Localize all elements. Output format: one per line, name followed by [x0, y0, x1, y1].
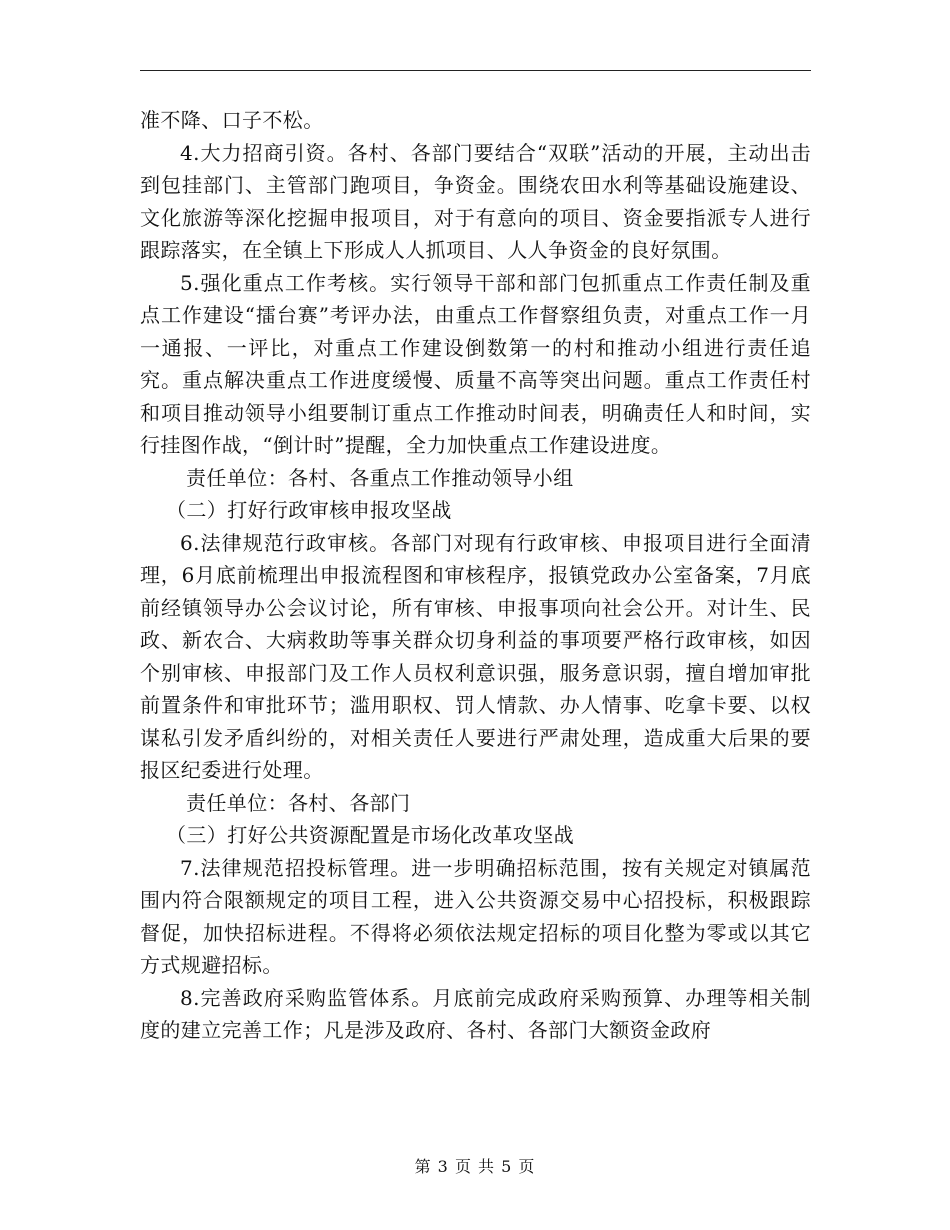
paragraph: 准不降、口子不松。 — [140, 108, 324, 132]
paragraph: 4.大力招商引资。各村、各部门要结合“双联”活动的开展，主动出击到包挂部门、主管部门跑项目，争资金。围绕农田水利等基础设施建设、文化旅游等深化挖掘申报项目，对于有意向的项目、资金要指派专人进行跟踪落实，在全镇上下形成人人抓项目、人人争资金的良好氛围。 — [140, 140, 811, 262]
document-body — [140, 104, 811, 1047]
section-heading: （三）打好公共资源配置是市场化改革攻坚战 — [166, 823, 574, 847]
header-rule — [140, 70, 811, 71]
paragraph: 6.法律规范行政审核。各部门对现有行政审核、申报项目进行全面清理，6月底前梳理出申报流程图和审核程序，报镇党政办公室备案，7月底前经镇领导办公会议讨论，所有审核、申报事项向社会公开。对计生、民政、新农合、大病救助等事关群众切身利益的事项要严格行政审核，如因个别审核、申报部门及工作人员权利意识强，服务意识弱，擅自增加审批前置条件和审批环节；滥用职权、罚人情款、办人情事、吃拿卡要、以权谋私引发矛盾纠纷的，对相关责任人要进行严肃处理，造成重大后果的要报区纪委进行处理。 — [140, 530, 811, 782]
paragraph: 5.强化重点工作考核。实行领导干部和部门包抓重点工作责任制及重点工作建设“擂台赛”考评办法，由重点工作督察组负责，对重点工作一月一通报、一评比，对重点工作建设倒数第一的村和推动小组进行责任追究。重点解决重点工作进度缓慢、质量不高等突出问题。重点工作责任村和项目推动领导小组要制订重点工作推动时间表，明确责任人和时间，实行挂图作战，“倒计时”提醒，全力加快重点工作建设进度。 — [140, 270, 811, 457]
page-footer: 第 3 页 共 5 页 — [414, 1157, 536, 1176]
paragraph: 8.完善政府采购监管体系。月底前完成政府采购预算、办理等相关制度的建立完善工作；凡是涉及政府、各村、各部门大额资金政府 — [140, 985, 811, 1042]
responsible-unit: 责任单位：各村、各重点工作推动领导小组 — [186, 465, 574, 490]
paragraph: 7.法律规范招投标管理。进一步明确招标范围，按有关规定对镇属范围内符合限额规定的项目工程，进入公共资源交易中心招投标，积极跟踪督促，加快招标进程。不得将必须依法规定招标的项目化整为零或以其它方式规避招标。 — [140, 855, 811, 977]
responsible-unit: 责任单位：各村、各部门 — [186, 790, 411, 815]
section-heading: （二）打好行政审核申报攻坚战 — [166, 498, 452, 522]
